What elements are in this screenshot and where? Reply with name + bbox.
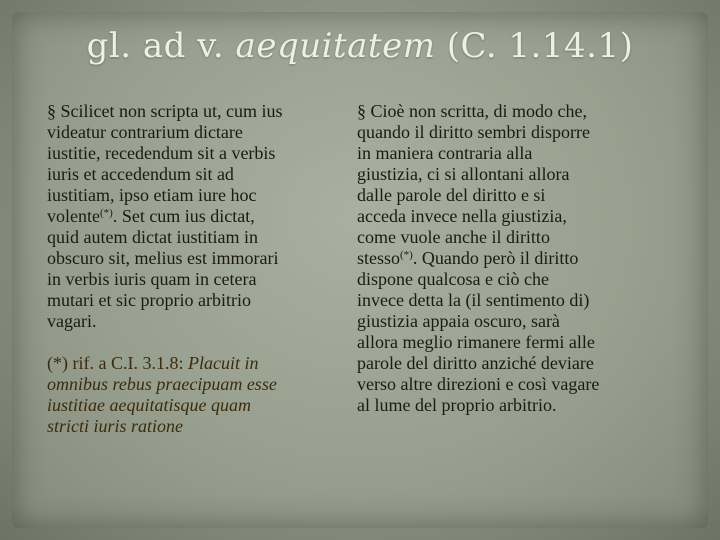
italian-line: in maniera contraria alla <box>357 143 533 163</box>
footnote-marker: (*) <box>99 207 113 219</box>
italian-line: verso altre direzioni e così vagare <box>357 374 600 394</box>
italian-line <box>357 248 707 269</box>
italian-text: . Quando però il diritto <box>412 248 579 268</box>
latin-line: mutari et sic proprio arbitrio <box>47 290 251 310</box>
italian-translation-column <box>357 101 707 416</box>
title-prefix: gl. ad v. <box>86 26 236 66</box>
latin-line: iuris et accedendum sit ad <box>47 164 234 184</box>
italian-line: dalle parole del diritto e si <box>357 185 546 205</box>
footnote-line: omnibus rebus praecipuam esse <box>47 374 277 394</box>
italian-line: allora meglio rimanere fermi alle <box>357 332 595 352</box>
latin-line: vagari. <box>47 311 97 331</box>
latin-text: volente <box>47 206 100 226</box>
latin-line: videatur contrarium dictare <box>47 122 243 142</box>
italian-line: § Cioè non scritta, di modo che, <box>357 101 587 121</box>
footnote-line: iustitiae aequitatisque quam <box>47 395 251 415</box>
latin-text-column <box>47 101 352 437</box>
italian-line: dispone qualcosa e ciò che <box>357 269 549 289</box>
latin-line: in verbis iuris quam in cetera <box>47 269 257 289</box>
latin-text: . Set cum ius dictat, <box>112 206 255 226</box>
italian-line: al lume del proprio arbitrio. <box>357 395 557 415</box>
latin-line: quid autem dictat iustitiam in <box>47 227 258 247</box>
italian-line: parole del diritto anziché deviare <box>357 353 594 373</box>
footnote <box>47 353 352 374</box>
italian-line: giustizia, ci si allontani allora <box>357 164 570 184</box>
slide-title <box>0 26 720 66</box>
footnote-quote: Placuit in <box>187 353 259 373</box>
latin-line: obscuro sit, melius est immorari <box>47 248 279 268</box>
italian-line: invece detta la (il sentimento di) <box>357 290 590 310</box>
italian-line: acceda invece nella giustizia, <box>357 206 567 226</box>
italian-line: giustizia appaia oscuro, sarà <box>357 311 560 331</box>
title-italic-word: aequitatem <box>235 26 436 66</box>
latin-line: § Scilicet non scripta ut, cum ius <box>47 101 283 121</box>
footnote-reference: (*) rif. a C.I. 3.1.8: <box>47 353 188 373</box>
footnote-line: stricti iuris ratione <box>47 416 184 436</box>
title-suffix: (C. 1.14.1) <box>435 26 634 66</box>
latin-line: iustitiam, ipso etiam iure hoc <box>47 185 257 205</box>
italian-text: stesso <box>357 248 401 268</box>
italian-line: quando il diritto sembri disporre <box>357 122 590 142</box>
italian-line: come vuole anche il diritto <box>357 227 550 247</box>
footnote-marker: (*) <box>400 249 413 261</box>
latin-line: iustitie, recedendum sit a verbis <box>47 143 276 163</box>
latin-line <box>47 206 352 227</box>
